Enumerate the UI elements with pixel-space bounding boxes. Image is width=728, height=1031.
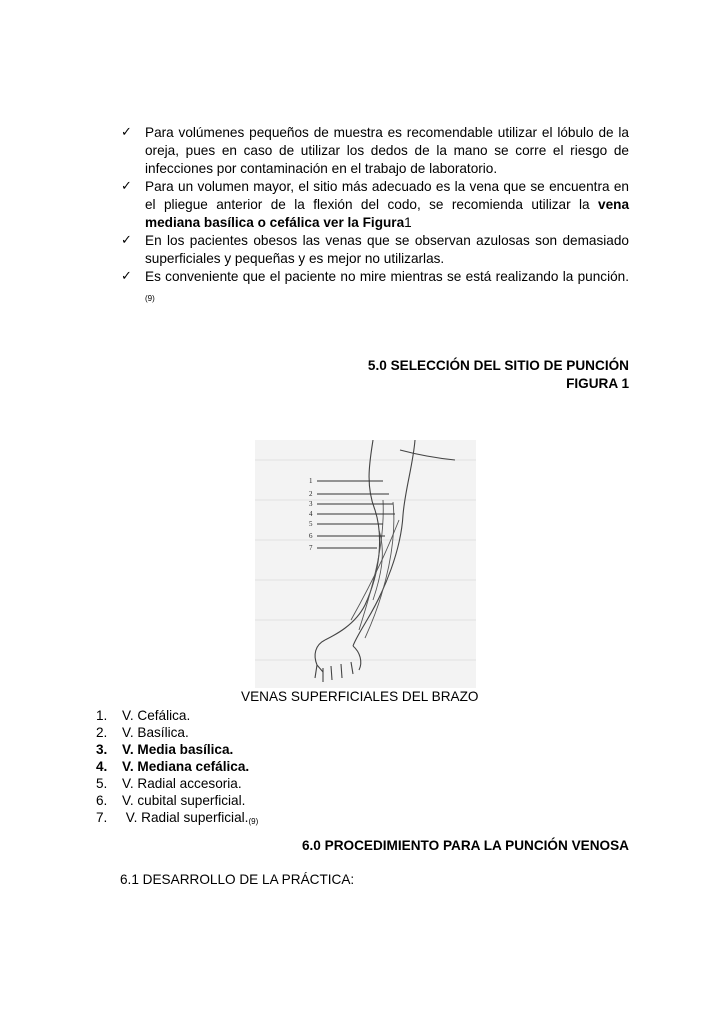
figure-label: FIGURA 1 xyxy=(566,376,629,391)
bullet-text: 1 xyxy=(404,215,412,230)
figure-number: 1 xyxy=(309,477,313,485)
list-item xyxy=(96,758,258,775)
checkmark-icon: ✓ xyxy=(121,233,132,248)
bullet-text: Para volúmenes pequeños de muestra es recomendable utilizar el lóbulo de la oreja, pues en caso de utilizar los dedos de la mano se corre el riesgo de infecciones por contaminación en el trabajo de laboratorio. xyxy=(145,125,629,176)
figure-number: 6 xyxy=(309,532,313,540)
list-item xyxy=(96,792,258,809)
checkmark-icon: ✓ xyxy=(121,179,132,194)
vein-label: V. Radial accesoria. xyxy=(122,776,242,791)
section-6-title: 6.0 PROCEDIMIENTO PARA LA PUNCIÓN VENOSA xyxy=(301,838,629,853)
list-number: 5. xyxy=(96,776,108,791)
list-number: 2. xyxy=(96,725,108,740)
vein-list xyxy=(96,707,258,830)
figure-number: 2 xyxy=(309,490,313,498)
reference-mark: (9) xyxy=(145,294,155,303)
figure-caption: VENAS SUPERFICIALES DEL BRAZO xyxy=(241,689,479,704)
vein-label: V. Media basílica. xyxy=(122,742,234,757)
bullet-text: En los pacientes obesos las venas que se observan azulosas son demasiado superficiales y pequeñas y es mejor no utilizarlas. xyxy=(145,233,629,266)
list-number: 7. xyxy=(96,810,108,825)
list-item xyxy=(96,707,258,724)
bullet-text: Es conveniente que el paciente no mire mientras se está realizando la punción. xyxy=(145,269,629,284)
bullet-bold-text: vena mediana basílica o cefálica ver la Figura xyxy=(145,197,629,230)
recommendation-list xyxy=(121,124,629,308)
checkmark-icon: ✓ xyxy=(121,269,132,284)
list-item xyxy=(96,809,258,830)
list-item xyxy=(96,775,258,792)
vein-label: V. Mediana cefálica. xyxy=(122,759,250,774)
vein-label: V. Cefálica. xyxy=(122,708,191,723)
list-number: 1. xyxy=(96,708,108,723)
figure-number: 4 xyxy=(309,510,313,518)
list-item xyxy=(121,124,629,178)
reference-mark: (9) xyxy=(248,817,259,826)
list-item xyxy=(96,724,258,741)
list-item xyxy=(121,232,629,268)
list-item xyxy=(96,741,258,758)
checkmark-icon: ✓ xyxy=(121,125,132,140)
section-5-title: 5.0 SELECCIÓN DEL SITIO DE PUNCIÓN xyxy=(367,358,629,373)
list-item xyxy=(121,178,629,232)
vein-label: V. Radial superficial. xyxy=(122,810,249,825)
bullet-text: Para un volumen mayor, el sitio más adecuado es la vena que se encuentra en el pliegue anterior de la flexión del codo, se recomienda utilizar la xyxy=(145,179,629,212)
figure-background xyxy=(255,440,476,688)
vein-label: V. cubital superficial. xyxy=(122,793,246,808)
figure-number: 3 xyxy=(309,500,313,508)
vein-label: V. Basílica. xyxy=(122,725,189,740)
arm-veins-figure xyxy=(255,440,476,688)
figure-number: 5 xyxy=(309,520,313,528)
section-6-subtitle: 6.1 DESARROLLO DE LA PRÁCTICA: xyxy=(120,872,355,887)
figure-number: 7 xyxy=(309,544,313,552)
list-number: 3. xyxy=(96,742,108,757)
list-number: 4. xyxy=(96,759,108,774)
list-number: 6. xyxy=(96,793,108,808)
list-item xyxy=(121,268,629,308)
